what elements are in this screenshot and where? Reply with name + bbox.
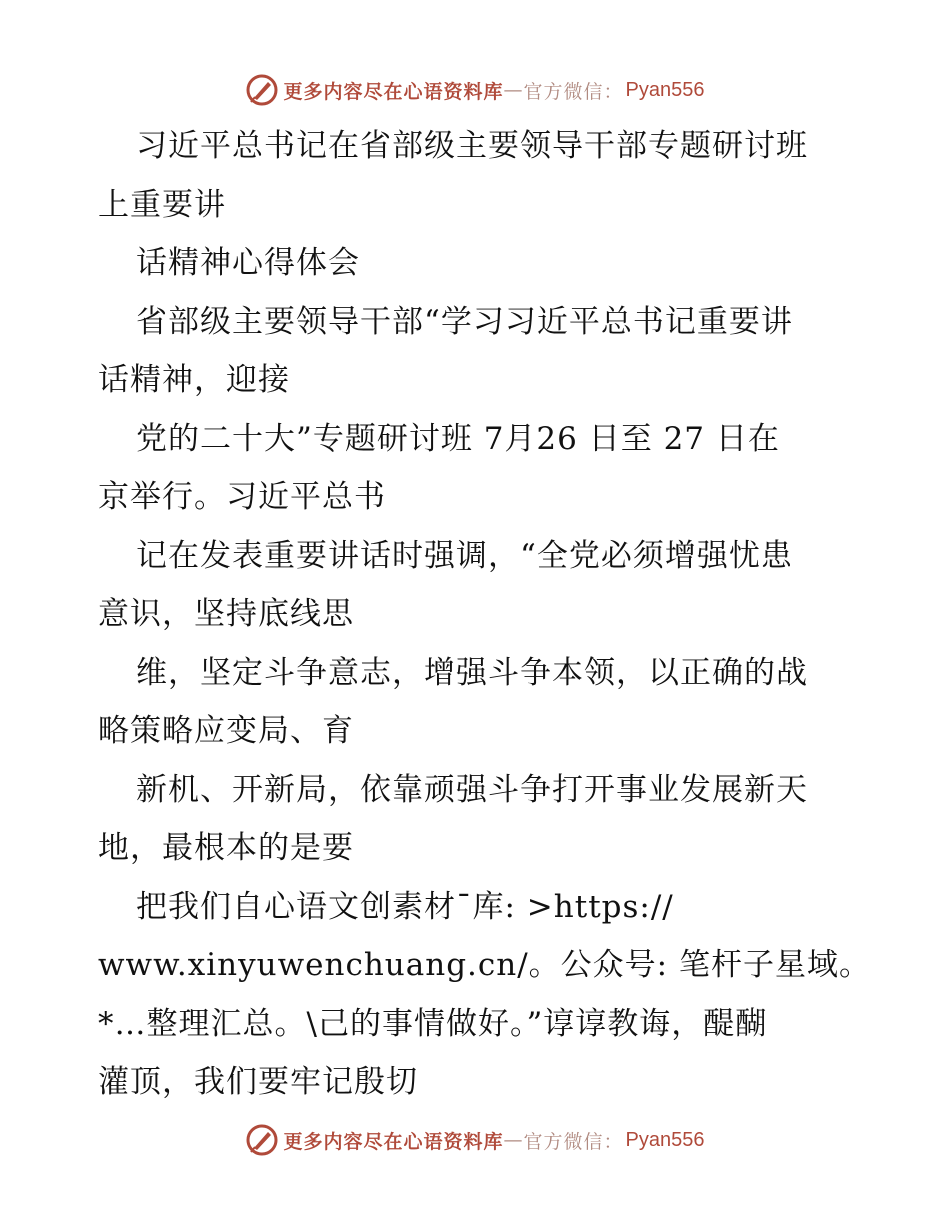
watermark-separator: —	[503, 1129, 524, 1151]
text-line: 灌顶，我们要牢记殷切	[98, 1064, 418, 1100]
text-line: 上重要讲	[98, 186, 226, 223]
text-line: 新机、开新局，依靠顽强斗争打开事业发展新天	[136, 771, 808, 808]
watermark-separator: —	[503, 79, 524, 101]
text-line: 维，坚定斗争意志，增强斗争本领，以正确的战	[136, 654, 808, 691]
text-line: 话精神心得体会	[136, 245, 360, 281]
text-line: 记在发表重要讲话时强调，“全党必须增强忧患	[136, 537, 793, 574]
quill-pen-logo-icon	[246, 74, 278, 106]
watermark-brand: 更多内容尽在心语资料库	[283, 1130, 504, 1153]
header-watermark	[0, 70, 950, 110]
watermark-wechat-id: Pyan556	[625, 78, 705, 101]
text-line: 京举行。习近平总书	[98, 479, 386, 515]
text-line: 省部级主要领导干部“学习习近平总书记重要讲	[136, 303, 793, 340]
document-body	[98, 117, 871, 1112]
text-line: 话精神，迎接	[98, 362, 290, 398]
text-line: 略策略应变局、育	[98, 713, 354, 749]
text-line: 习近平总书记在省部级主要领导干部专题研讨班	[136, 128, 808, 164]
text-line: 党的二十大”专题研讨班 7月26 日至 27 日在	[136, 420, 780, 457]
text-line: 把我们自心语文创素材¯库: >https://	[136, 888, 674, 925]
footer-watermark	[0, 1120, 950, 1160]
watermark-official: 官方微信：	[523, 80, 624, 103]
watermark-wechat-id: Pyan556	[625, 1128, 705, 1151]
watermark-official: 官方微信：	[523, 1130, 624, 1153]
text-line: 意识，坚持底线思	[98, 596, 354, 632]
quill-pen-logo-icon	[246, 1124, 278, 1156]
text-line: www.xinyuwenchuang.cn/。公众号: 笔杆子星域。	[98, 947, 871, 983]
watermark-brand: 更多内容尽在心语资料库	[283, 80, 504, 103]
text-line: 地，最根本的是要	[98, 830, 354, 866]
text-line: *…整理汇总。\己的事情做好。”谆谆教诲，醍醐	[98, 1005, 768, 1042]
